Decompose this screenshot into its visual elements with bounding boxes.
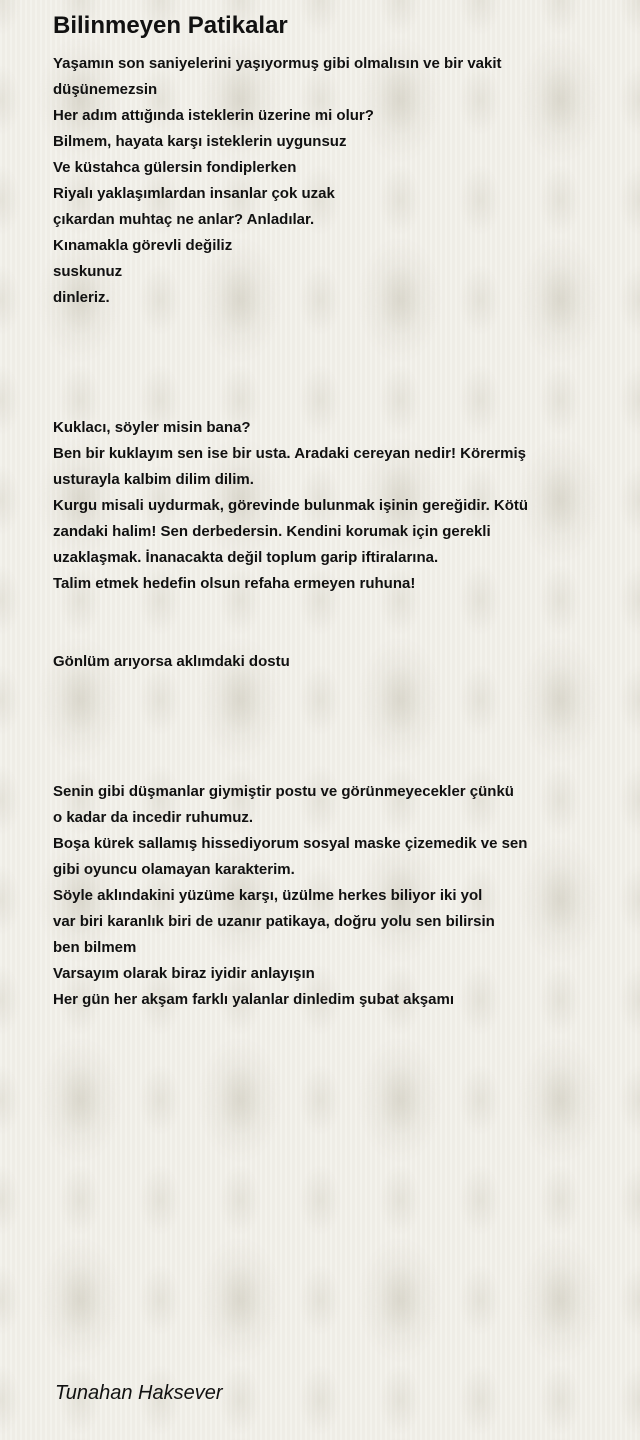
poem-line: o kadar da incedir ruhumuz. — [53, 809, 254, 826]
poem-line: var biri karanlık biri de uzanır patikaya, doğru yolu sen bilirsin — [53, 913, 495, 930]
poem-line: Her adım attığında isteklerin üzerine mi olur? — [53, 107, 374, 124]
stanza-gap — [53, 597, 593, 623]
stanza — [53, 415, 593, 597]
poem-line: Kurgu misali uydurmak, görevinde bulunmak işinin gereğidir. Kötü — [53, 497, 529, 514]
poem-line: düşünemezsin — [53, 81, 158, 98]
stanza-gap — [53, 727, 593, 753]
stanza — [53, 51, 593, 311]
poem-line: Her gün her akşam farklı yalanlar dinledim şubat akşamı — [53, 991, 454, 1008]
poem-line: Söyle aklındakini yüzüme karşı, üzülme herkes biliyor iki yol — [53, 887, 483, 904]
poem-line: Yaşamın son saniyelerini yaşıyormuş gibi olmalısın ve bir vakit — [53, 55, 502, 72]
stanza-gap — [53, 675, 593, 701]
poem-line: Senin gibi düşmanlar giymiştir postu ve görünmeyecekler çünkü — [53, 783, 514, 800]
stanza-gap — [53, 623, 593, 649]
poem-line: ben bilmem — [53, 939, 137, 956]
stanza-gap — [53, 701, 593, 727]
poem-line: suskunuz — [53, 263, 123, 280]
poem-line: Gönlüm arıyorsa aklımdaki dostu — [53, 653, 290, 670]
poem-line: Talim etmek hedefin olsun refaha ermeyen ruhuna! — [53, 575, 416, 592]
poem-line: Kuklacı, söyler misin bana? — [53, 419, 251, 436]
poem-line: Bilmem, hayata karşı isteklerin uygunsuz — [53, 133, 347, 150]
poem-line: dinleriz. — [53, 289, 110, 306]
stanza-gap — [53, 389, 593, 415]
poem-line: Ben bir kuklayım sen ise bir usta. Aradaki cereyan nedir! Körermiş — [53, 445, 526, 462]
stanza — [53, 779, 593, 1013]
poem-line: Boşa kürek sallamış hissediyorum sosyal maske çizemedik ve sen — [53, 835, 528, 852]
poem-line: uzaklaşmak. İnanacakta değil toplum garip iftiralarına. — [53, 549, 439, 566]
poem-line: Kınamakla görevli değiliz — [53, 237, 233, 254]
poem-line: Ve küstahca gülersin fondiplerken — [53, 159, 297, 176]
poem-body — [53, 51, 593, 1013]
poem-author: Tunahan Haksever — [55, 1382, 223, 1404]
poem-line: zandaki halim! Sen derbedersin. Kendini korumak için gerekli — [53, 523, 491, 540]
poem-line: usturayla kalbim dilim dilim. — [53, 471, 254, 488]
poem-title: Bilinmeyen Patikalar — [53, 12, 288, 39]
stanza-gap — [53, 311, 593, 337]
stanza — [53, 649, 593, 675]
poem-line: Riyalı yaklaşımlardan insanlar çok uzak — [53, 185, 335, 202]
poem-line: çıkardan muhtaç ne anlar? Anladılar. — [53, 211, 315, 228]
stanza-gap — [53, 753, 593, 779]
poem-line: Varsayım olarak biraz iyidir anlayışın — [53, 965, 315, 982]
stanza-gap — [53, 363, 593, 389]
poem-line: gibi oyuncu olamayan karakterim. — [53, 861, 295, 878]
stanza-gap — [53, 337, 593, 363]
